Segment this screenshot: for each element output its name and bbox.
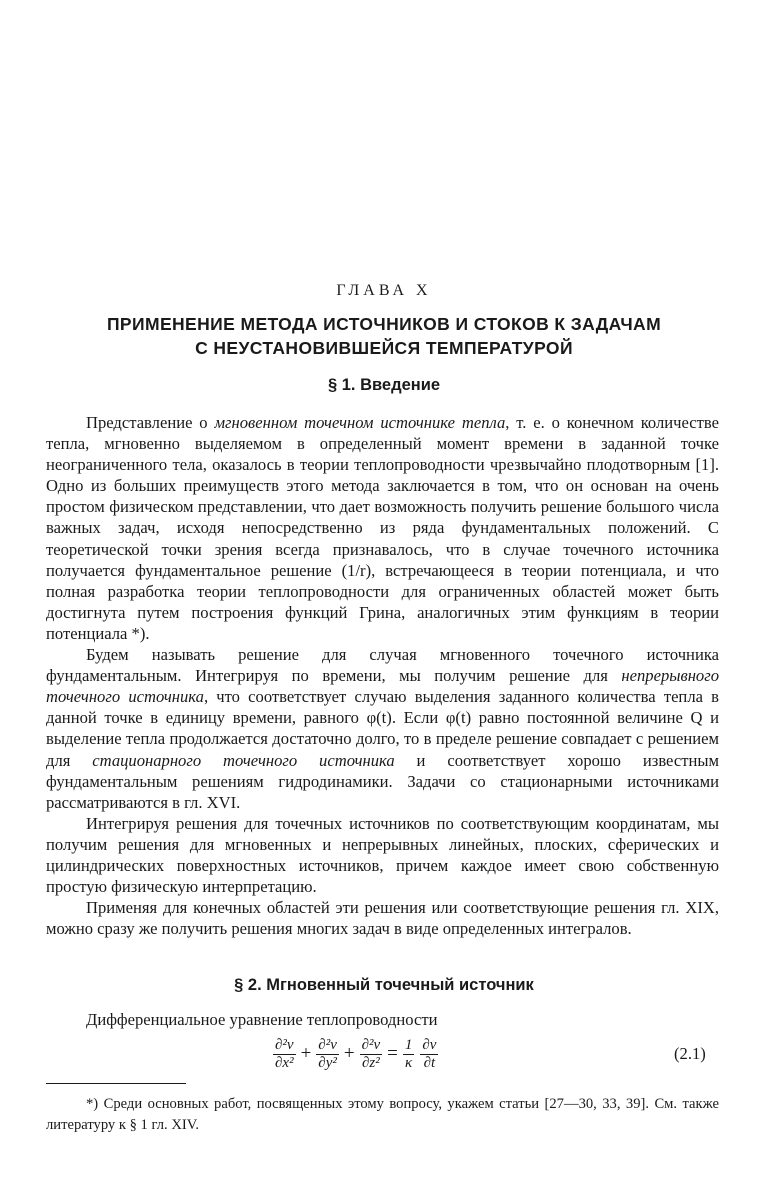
section-1-body	[46, 412, 719, 939]
chapter-title-line-1: ПРИМЕНЕНИЕ МЕТОДА ИСТОЧНИКОВ И СТОКОВ К ЗАДАЧАМ	[106, 314, 662, 334]
fraction-d2v-dz2: $\frac{\text{∂²v}}{\text{∂z²}}$	[361, 1036, 381, 1071]
footnote-text: *) Среди основных работ, посвященных этому вопросу, укажем статьи [27—30, 33, 39]. См. также литературу к § 1 гл. XIV.	[46, 1096, 719, 1133]
section-2-title: § 2. Мгновенный точечный источник	[234, 976, 534, 994]
emphasis: мгновенном точечном источнике тепла	[214, 413, 506, 432]
chapter-label: ГЛАВА X	[336, 282, 432, 299]
chapter-title-line-2: С НЕУСТАНОВИВШЕЙСЯ ТЕМПЕРАТУРОЙ	[195, 338, 573, 358]
fraction-dv-dt: $\frac{\partial v}{\partial t}$	[422, 1036, 437, 1071]
fraction-1-kappa: $\frac{1}{\kappa}$	[404, 1036, 413, 1071]
equation-number: (2.1)	[674, 1044, 706, 1063]
paragraph-3: Интегрируя решения для точечных источников по соответствующим координатам, мы получим решения для мгновенных и непрерывных линейных, плоских, сферических и цилиндрических поверхностных источников, причем каждое имеет свою собственную простую физическую интерпретацию.	[46, 813, 719, 897]
paragraph-4: Применяя для конечных областей эти решения или соответствующие решения гл. XIX, можно сразу же получить решения многих задач в виде определенных интегралов.	[46, 898, 719, 939]
footnote	[46, 1094, 719, 1136]
plus-sign: +	[300, 1043, 312, 1064]
section-1-title: § 1. Введение	[327, 376, 441, 394]
section-2-intro: Дифференциальное уравнение теплопроводности	[86, 1010, 438, 1029]
chapter-title	[40, 312, 728, 360]
fraction-d2v-dx2: $\frac{\text{∂²v}}{\text{∂x²}}$	[275, 1036, 294, 1071]
paragraph-2: Будем называть решение для случая мгновенного точечного источника фундаментальным. Интегрируя по времени, мы получим решение для непрерывного точечного источника, что соответствует случаю выделения заданного количества тепла в данной точке в единицу времени, равного φ(t). Если φ(t) равно постоянной величине Q и выделение тепла продолжается достаточно долго, то в пределе решение совпадает с решением для стационарного точечного источника и соответствует хорошо известным фундаментальным решениям гидродинамики. Задачи со стационарными источниками рассматриваются в гл. XVI.	[46, 645, 719, 812]
emphasis: непрерывного точечного источника	[46, 666, 719, 707]
heat-equation	[270, 1034, 441, 1074]
emphasis: стационарного точечного источника	[92, 750, 395, 770]
fraction-d2v-dy2: $\frac{\text{∂²v}}{\text{∂y²}}$	[318, 1036, 337, 1071]
footnote-divider	[46, 1083, 186, 1084]
plus-sign: +	[343, 1043, 355, 1064]
paragraph-1: Представление о мгновенном точечном источнике тепла, т. е. о конечном количестве тепла, мгновенно выделяемом в определенный момент времени в заданной точке неограниченного тела, оказалось в теории теплопроводности чрезвычайно плодотворным [1]. Одно из больших преимуществ этого метода заключается в том, что он основан на очень простом физическом представлении, что дает возможность получить решение большого числа важных задач, исходя непосредственно из ряда фундаментальных положений. С теоретической точки зрения всегда признавалось, что в случае точечного источника получается фундаментальное решение (1/r), встречающееся в теории потенциала, и что полная разработка теории теплопроводности для ограниченных областей может быть достигнута путем построения функций Грина, аналогичных этим функциям в теории потенциала *).	[46, 413, 719, 643]
equals-sign: =	[387, 1043, 398, 1064]
